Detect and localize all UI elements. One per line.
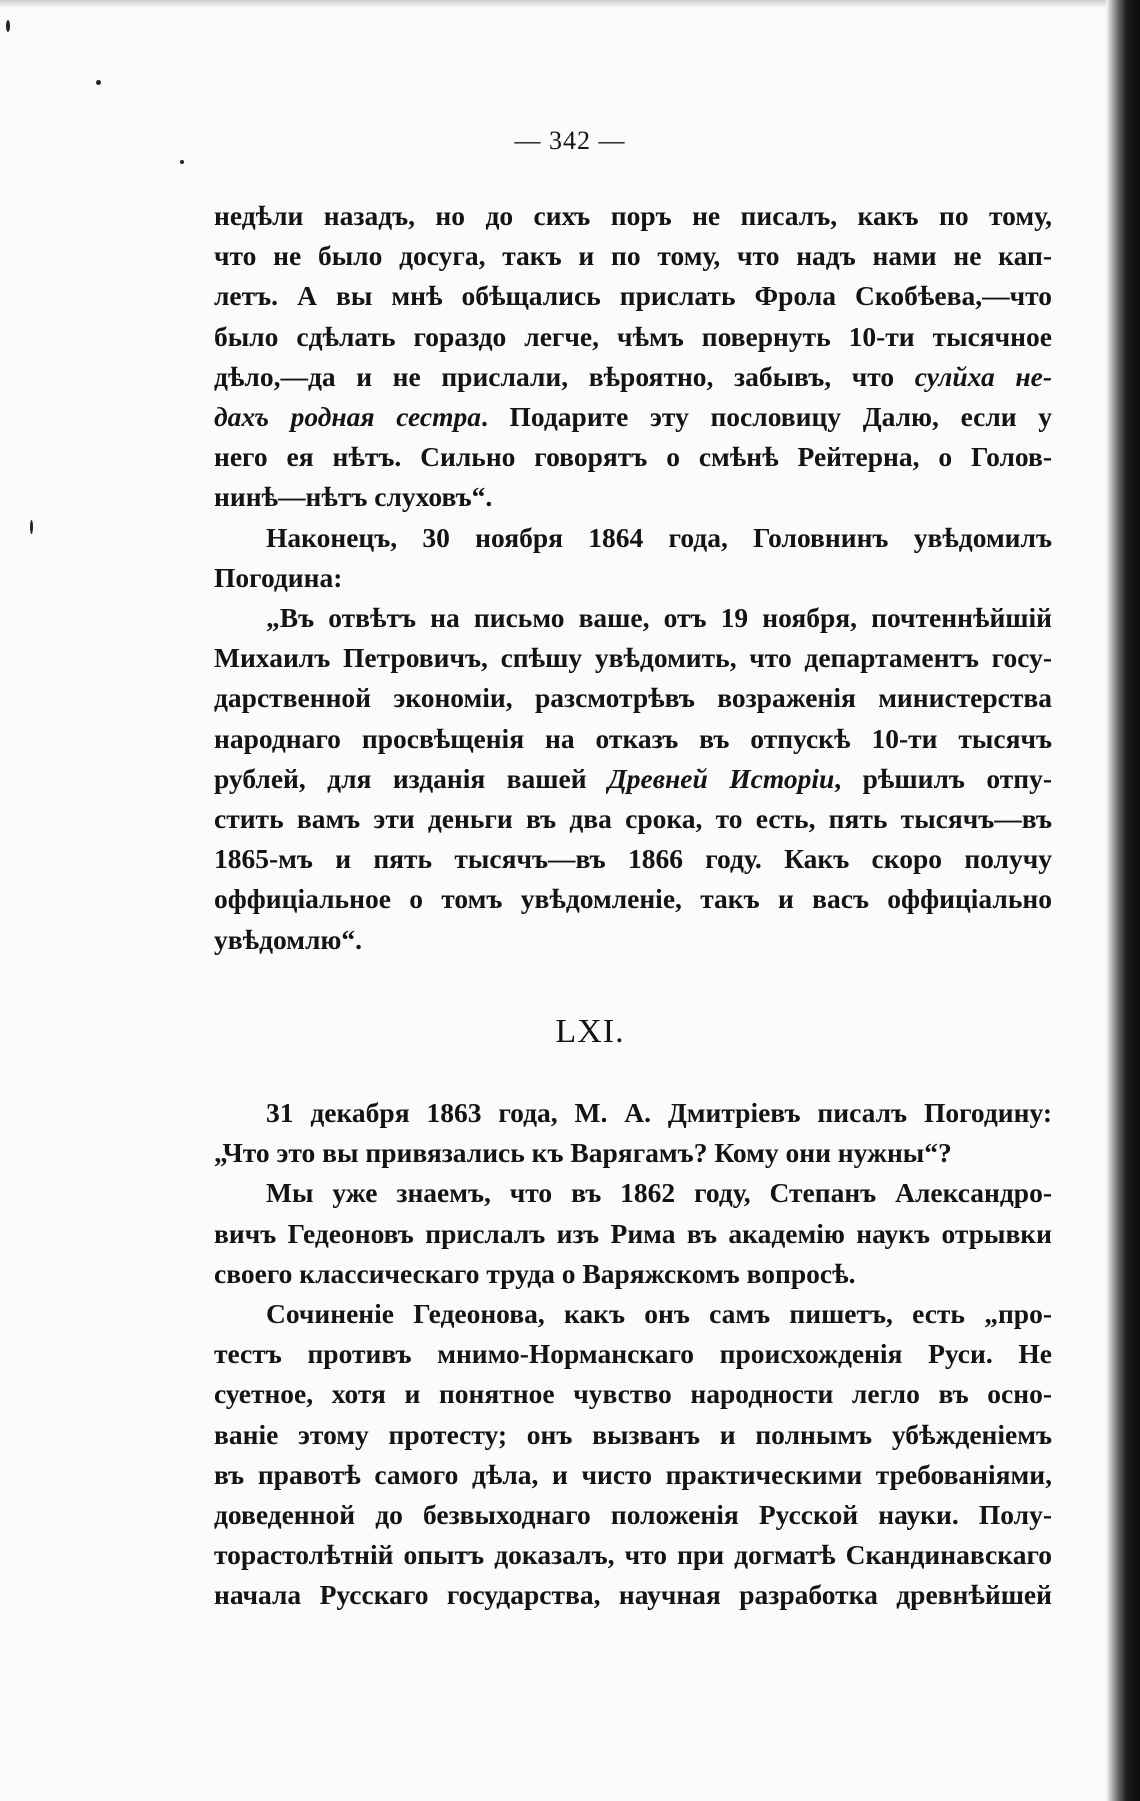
text-line: дарственной экономіи, разсмотрѣвъ возраженія министерства [214,682,1052,714]
text-line: начала Русскаго государства, научная разработка древнѣйшей [214,1579,1052,1611]
text-line: вичъ Гедеоновъ прислалъ изъ Рима въ академію наукъ отрывки [214,1217,1052,1249]
text-line: было сдѣлать гораздо легче, чѣмъ повернуть 10-ти тысячное [214,320,1052,352]
text-run: , рѣшилъ отпу- [834,762,1053,794]
text-run: рублей, для изданія вашей [214,762,587,794]
paragraph-start: Сочиненіе Гедеонова, какъ онъ самъ пишетъ, есть „про- [266,1298,1052,1330]
scan-top-edge [0,0,1140,8]
text-block-lower [214,1093,1052,1616]
text-line: 1865-мъ и пять тысячъ—въ 1866 году. Какъ скоро получу [214,843,1052,875]
text-line-with-italic [214,759,1052,799]
text-line-with-italic [214,357,1052,397]
text-line: суетное, хотя и понятное чувство народности легло въ осно- [214,1378,1052,1410]
text-block-upper [214,196,1052,960]
text-line: „Что это вы привязались къ Варягамъ? Кому они нужны“? [214,1137,952,1169]
text-line: стить вамъ эти деньги въ два срока, то есть, пять тысячъ—въ [214,803,1052,835]
scan-right-edge [1106,0,1140,1801]
scan-speck [180,160,184,164]
paragraph-start: 31 декабря 1863 года, М. А. Дмитріевъ писалъ Погодину: [266,1097,1052,1128]
text-line: Погодина: [214,561,343,593]
text-line: торастолѣтній опытъ доказалъ, что при догматѣ Скандинавскаго [214,1539,1052,1571]
text-line: доведенной до безвыходнаго положенія Русской науки. Полу- [214,1499,1052,1531]
section-heading: LXI. [555,1013,625,1050]
paragraph-start: Наконецъ, 30 ноября 1864 года, Головнинъ увѣдомилъ [266,521,1052,553]
text-line: него ея нѣтъ. Сильно говорятъ о смѣнѣ Рейтерна, о Голов- [214,441,1052,473]
text-run: . Подарите эту пословицу Далю, если у [481,401,1052,433]
text-line: летъ. А вы мнѣ обѣщались прислать Фрола Скобѣева,—что [214,280,1052,312]
text-line-with-italic [214,397,1052,437]
scan-speck [30,520,33,534]
text-line: оффиціальное о томъ увѣдомленіе, такъ и васъ оффиціально [214,883,1052,915]
text-line: своего классическаго труда о Варяжскомъ вопросѣ. [214,1257,856,1289]
text-line: что не было досуга, такъ и по тому, что надъ нами не кап- [214,240,1052,272]
scan-speck [96,80,101,85]
scan-speck [6,20,10,32]
text-line: увѣдомлю“. [214,923,363,955]
text-line: народнаго просвѣщенія на отказъ въ отпускѣ 10-ти тысячъ [214,722,1052,754]
text-line: ваніе этому протесту; онъ вызванъ и полнымъ убѣжденіемъ [214,1418,1052,1450]
text-line: тестъ противъ мнимо-Норманскаго происхожденія Руси. Не [214,1338,1052,1370]
paragraph-start: „Въ отвѣтъ на письмо ваше, отъ 19 ноября, почтеннѣйшій [266,602,1052,634]
page-number: — 342 — [514,126,626,155]
italic-proverb: дахъ родная сестра [214,401,481,433]
paragraph-start: Мы уже знаемъ, что въ 1862 году, Степанъ Александро- [266,1177,1052,1209]
text-run: дѣло,—да и не прислали, вѣроятно, забывъ, что [214,360,895,392]
text-line: въ правотѣ самого дѣла, и чисто практическими требованіями, [214,1458,1052,1490]
text-line: нинѣ—нѣтъ слуховъ“. [214,481,493,513]
text-line: недѣли назадъ, но до сихъ поръ не писалъ, какъ по тому, [214,200,1052,231]
italic-proverb: сулйха не- [914,360,1052,392]
italic-title: Древней Исторіи [608,762,835,794]
text-line: Михаилъ Петровичъ, спѣшу увѣдомить, что департаментъ госу- [214,642,1052,674]
